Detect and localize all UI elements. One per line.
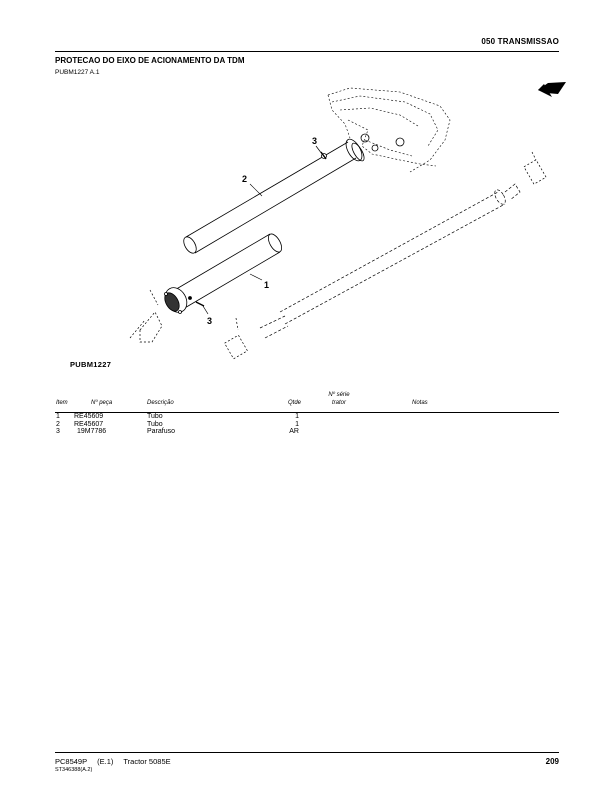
section-title: 050 TRANSMISSAO [481, 37, 559, 46]
row-part-number: RE45607 [74, 420, 104, 428]
row-quantity: 1 [295, 420, 299, 428]
footer-edition: (E.1) [97, 757, 114, 766]
coupling-sleeve-front [524, 152, 546, 184]
page-number: 209 [545, 757, 559, 766]
row-item: 3 [56, 428, 60, 435]
header-serial-line1: Nº série [328, 392, 350, 398]
section-header [55, 33, 559, 52]
row-description: Tubo [147, 413, 163, 420]
footer-model: Tractor 5085E [123, 757, 171, 766]
footer-doc-info [55, 757, 171, 766]
figure-reference: PUBM1227 A.1 [55, 69, 100, 76]
footer-code: ST346388(A.2) [55, 767, 93, 773]
parts-table [55, 392, 559, 436]
row-description: Tubo [147, 420, 163, 428]
bolt-part-3-upper [316, 146, 326, 159]
table-row [55, 421, 559, 429]
header-serial-line2: trator [331, 400, 346, 406]
header-quantity: Qtde [287, 400, 301, 406]
table-row [55, 428, 559, 436]
bolt-part-3-lower [196, 302, 208, 314]
exploded-parts-diagram [100, 80, 580, 380]
callout-2: 2 [242, 174, 248, 184]
row-description: Parafuso [147, 428, 176, 435]
callout-3-upper: 3 [312, 136, 318, 146]
header-part-number: Nº peça [91, 400, 113, 406]
upper-tube-part-2 [181, 137, 366, 256]
row-part-number: RE45609 [74, 413, 104, 420]
pto-shaft [260, 184, 520, 338]
header-item: Item [56, 400, 68, 406]
row-part-number: 19M7786 [77, 428, 107, 435]
row-quantity: 1 [295, 413, 299, 420]
callout-3-lower: 3 [207, 316, 213, 326]
transmission-housing [328, 88, 450, 172]
lower-tube-part-1 [161, 232, 284, 316]
callout-1: 1 [264, 280, 270, 290]
table-header [55, 392, 559, 413]
footer-doc-number: PC8549P [55, 757, 88, 766]
coupling-sleeve-rear [225, 318, 248, 359]
header-description: Descrição [147, 400, 174, 406]
figure-label: PUBM1227 [70, 360, 112, 369]
row-item: 1 [56, 413, 60, 420]
rear-housing [130, 290, 162, 342]
row-item: 2 [56, 420, 60, 428]
page-title: PROTECAO DO EIXO DE ACIONAMENTO DA TDM [55, 56, 245, 65]
page-footer [55, 752, 559, 783]
arrow-direction-icon [538, 82, 566, 97]
header-notes: Notas [412, 400, 428, 406]
row-quantity: AR [289, 428, 299, 435]
table-row [55, 413, 559, 421]
